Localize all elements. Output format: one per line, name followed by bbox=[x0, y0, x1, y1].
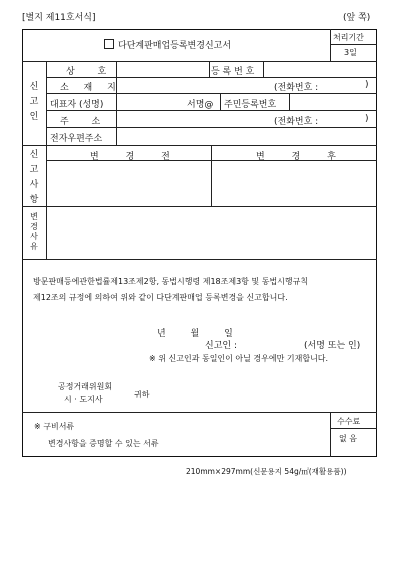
representative-label: 대표자 (성명) bbox=[50, 100, 104, 110]
before-change-label: 변 경 전 bbox=[90, 152, 182, 162]
attachments-title: ※ 구비서류 bbox=[34, 422, 75, 431]
trade-name-label: 상 호 bbox=[66, 67, 117, 77]
address-phone-label: (전화번호 : bbox=[274, 83, 319, 93]
fee-value: 없 음 bbox=[339, 434, 357, 443]
changes-section-label: 신 고 사 항 bbox=[29, 150, 39, 205]
processing-period-label: 처리기간 bbox=[333, 33, 364, 42]
after-change-label: 변 경 후 bbox=[256, 152, 348, 162]
declaration-date: 년 월 일 bbox=[157, 329, 233, 339]
recipient-suffix: 귀하 bbox=[134, 390, 150, 399]
resident-no-label: 주민등록번호 bbox=[224, 100, 277, 110]
recipient-ftc: 공정거래위원회 bbox=[58, 382, 113, 391]
paper-spec: 210mm×297mm(신문용지 54g/㎡(재활용품)) bbox=[186, 467, 347, 476]
reporter-section-label: 신 고 인 bbox=[29, 82, 39, 122]
home-address-label: 주 소 bbox=[60, 117, 111, 127]
address-label: 소 재 지 bbox=[60, 83, 122, 93]
reporter-note: ※ 위 신고인과 동일인이 아닐 경우에만 기재합니다. bbox=[149, 354, 329, 363]
declaration-line-2: 제12조의 규정에 의하여 위와 같이 다단계판매업 등록변경을 신고합니다. bbox=[33, 293, 288, 302]
form-number: [별지 제11호서식] bbox=[22, 13, 96, 23]
home-phone-label: (전화번호 : bbox=[274, 117, 319, 127]
sign-note: (서명 또는 인) bbox=[304, 341, 361, 351]
seal-label: 서명@ bbox=[187, 100, 214, 110]
reason-section-label: 변 경 사 유 bbox=[30, 212, 38, 251]
email-label: 전자우편주소 bbox=[50, 134, 103, 144]
fee-label: 수수료 bbox=[337, 417, 361, 426]
registration-no-label: 등 록 번 호 bbox=[211, 67, 255, 77]
page-side-label: (앞 쪽) bbox=[343, 13, 371, 23]
title-text: 다단계판매업등록변경신고서 bbox=[118, 41, 232, 51]
form-title bbox=[104, 38, 231, 51]
home-phone-close: ) bbox=[365, 114, 369, 124]
declaration-line-1: 방문판매등에관한법률제13조제2항, 동법시행령 제18조제3항 및 동법시행규칙 bbox=[33, 277, 309, 286]
title-checkbox[interactable] bbox=[104, 39, 114, 49]
recipient-governor: 시 · 도지사 bbox=[64, 395, 103, 404]
attachments-item: 변경사항을 증명할 수 있는 서류 bbox=[48, 439, 159, 448]
reporter-sign-label: 신고인 : bbox=[205, 341, 237, 351]
processing-period-value: 3일 bbox=[344, 48, 357, 57]
address-phone-close: ) bbox=[365, 80, 369, 90]
